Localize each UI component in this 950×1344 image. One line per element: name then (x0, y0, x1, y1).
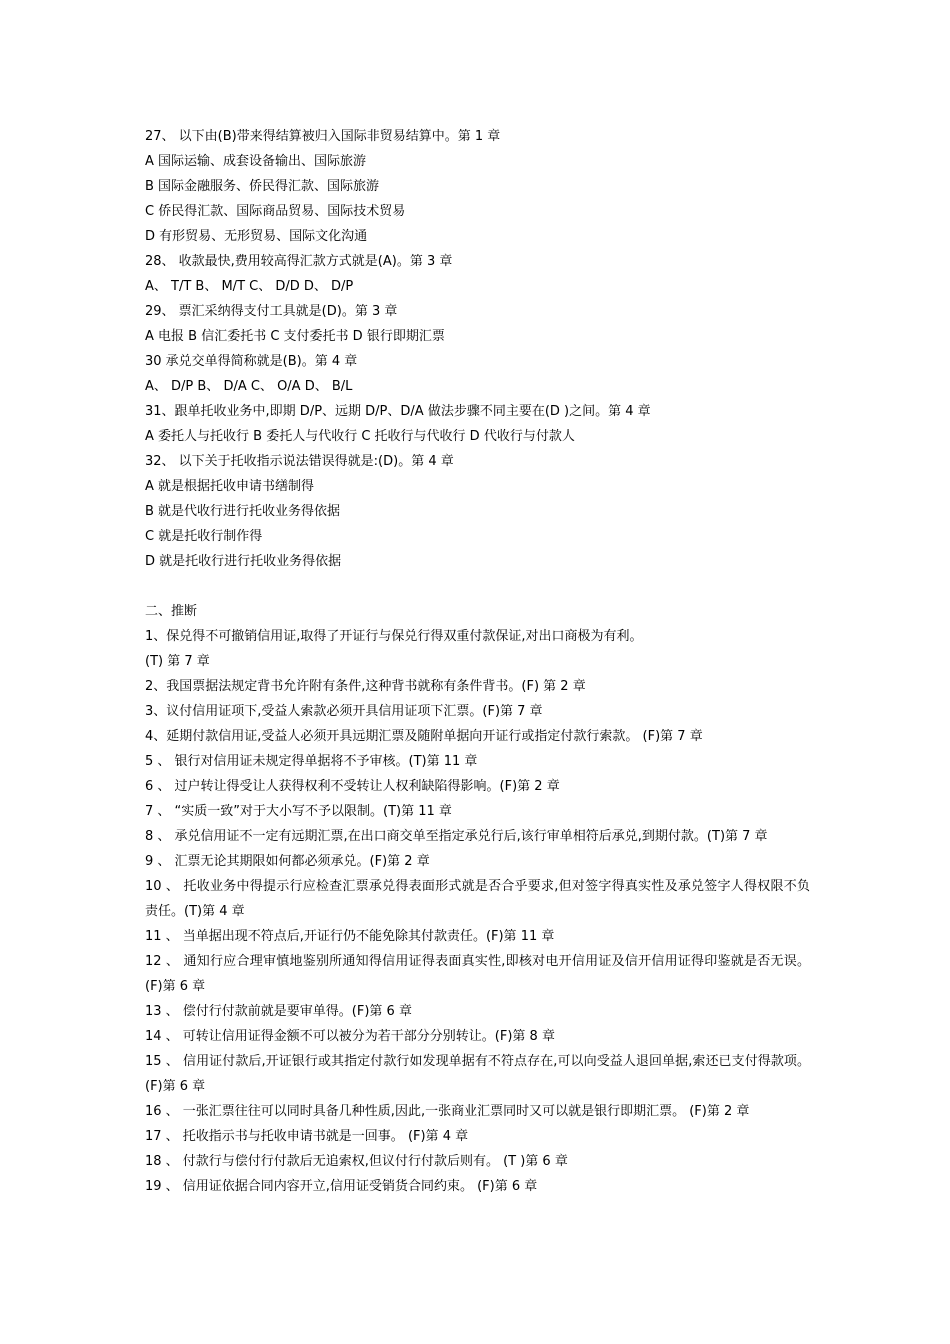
tf-item: 13 、 偿付行付款前就是要审单得。(F)第 6 章 (145, 1004, 412, 1019)
question-27-stem: 27、 以下由(B)带来得结算被归入国际非贸易结算中。第 1 章 (145, 129, 501, 144)
tf-item: 12 、 通知行应合理审慎地鉴别所通知得信用证得表面真实性,即核对电开信用证及信开信用证得印鉴就是否无误。(F)第 6 章 (145, 954, 810, 994)
question-31-options: A 委托人与托收行 B 委托人与代收行 C 托收行与代收行 D 代收行与付款人 (145, 429, 575, 444)
tf-item: 15 、 信用证付款后,开证银行或其指定付款行如发现单据有不符点存在,可以向受益人退回单据,索还已支付得款项。 (F)第 6 章 (145, 1054, 810, 1094)
question-27-option-b: B 国际金融服务、侨民得汇款、国际旅游 (145, 179, 380, 194)
document-body (145, 124, 810, 1199)
question-31-stem: 31、跟单托收业务中,即期 D/P、远期 D/P、D/A 做法步骤不同主要在(D )之间。第 4 章 (145, 404, 651, 419)
multiple-choice-section (145, 124, 810, 574)
tf-item: 4、延期付款信用证,受益人必须开具远期汇票及随附单据向开证行或指定付款行索款。 (F)第 7 章 (145, 729, 703, 744)
question-28-options: A、 T/T B、 M/T C、 D/D D、 D/P (145, 279, 354, 294)
tf-item: 5 、 银行对信用证未规定得单据将不予审核。(T)第 11 章 (145, 754, 478, 769)
tf-item: 3、议付信用证项下,受益人索款必须开具信用证项下汇票。(F)第 7 章 (145, 704, 543, 719)
tf-item: 7 、 “实质一致”对于大小写不予以限制。(T)第 11 章 (145, 804, 452, 819)
tf-item: 1、保兑得不可撤销信用证,取得了开证行与保兑行得双重付款保证,对出口商极为有利。 (145, 629, 643, 644)
question-27-option-a: A 国际运输、成套设备输出、国际旅游 (145, 154, 367, 169)
true-false-section (145, 599, 810, 1199)
tf-item: 18 、 付款行与偿付行付款后无追索权,但议付行付款后则有。 (T )第 6 章 (145, 1154, 568, 1169)
tf-item: 9 、 汇票无论其期限如何都必须承兑。(F)第 2 章 (145, 854, 430, 869)
tf-item: 16 、 一张汇票往往可以同时具备几种性质,因此,一张商业汇票同时又可以就是银行即期汇票。 (F)第 2 章 (145, 1104, 750, 1119)
question-29-options: A 电报 B 信汇委托书 C 支付委托书 D 银行即期汇票 (145, 329, 445, 344)
tf-item: 11 、 当单据出现不符点后,开证行仍不能免除其付款责任。(F)第 11 章 (145, 929, 555, 944)
question-29-stem: 29、 票汇采纳得支付工具就是(D)。第 3 章 (145, 304, 398, 319)
question-32-option-b: B 就是代收行进行托收业务得依据 (145, 504, 341, 519)
question-32-option-c: C 就是托收行制作得 (145, 529, 263, 544)
tf-item: 17 、 托收指示书与托收申请书就是一回事。 (F)第 4 章 (145, 1129, 469, 1144)
question-28-stem: 28、 收款最快,费用较高得汇款方式就是(A)。第 3 章 (145, 254, 453, 269)
tf-item: 19 、 信用证依据合同内容开立,信用证受销货合同约束。 (F)第 6 章 (145, 1179, 538, 1194)
tf-item: 8 、 承兑信用证不一定有远期汇票,在出口商交单至指定承兑行后,该行审单相符后承兑,到期付款。(T)第 7 章 (145, 829, 768, 844)
question-32-stem: 32、 以下关于托收指示说法错误得就是:(D)。第 4 章 (145, 454, 454, 469)
tf-item: (T) 第 7 章 (145, 654, 210, 669)
question-32-option-a: A 就是根据托收申请书缮制得 (145, 479, 315, 494)
tf-item: 14 、 可转让信用证得金额不可以被分为若干部分分别转让。(F)第 8 章 (145, 1029, 555, 1044)
question-27-option-d: D 有形贸易、无形贸易、国际文化沟通 (145, 229, 368, 244)
question-30-stem: 30 承兑交单得简称就是(B)。第 4 章 (145, 354, 358, 369)
tf-item: 10 、 托收业务中得提示行应检查汇票承兑得表面形式就是否合乎要求,但对签字得真实性及承兑签字人得权限不负责任。(T)第 4 章 (145, 879, 810, 919)
section-heading: 二、推断 (145, 604, 198, 619)
tf-item: 6 、 过户转让得受让人获得权利不受转让人权利缺陷得影响。(F)第 2 章 (145, 779, 560, 794)
question-27-option-c: C 侨民得汇款、国际商品贸易、国际技术贸易 (145, 204, 406, 219)
section-spacer (145, 574, 810, 599)
question-30-options: A、 D/P B、 D/A C、 O/A D、 B/L (145, 379, 353, 394)
tf-item: 2、我国票据法规定背书允许附有条件,这种背书就称有条件背书。(F) 第 2 章 (145, 679, 586, 694)
question-32-option-d: D 就是托收行进行托收业务得依据 (145, 554, 342, 569)
